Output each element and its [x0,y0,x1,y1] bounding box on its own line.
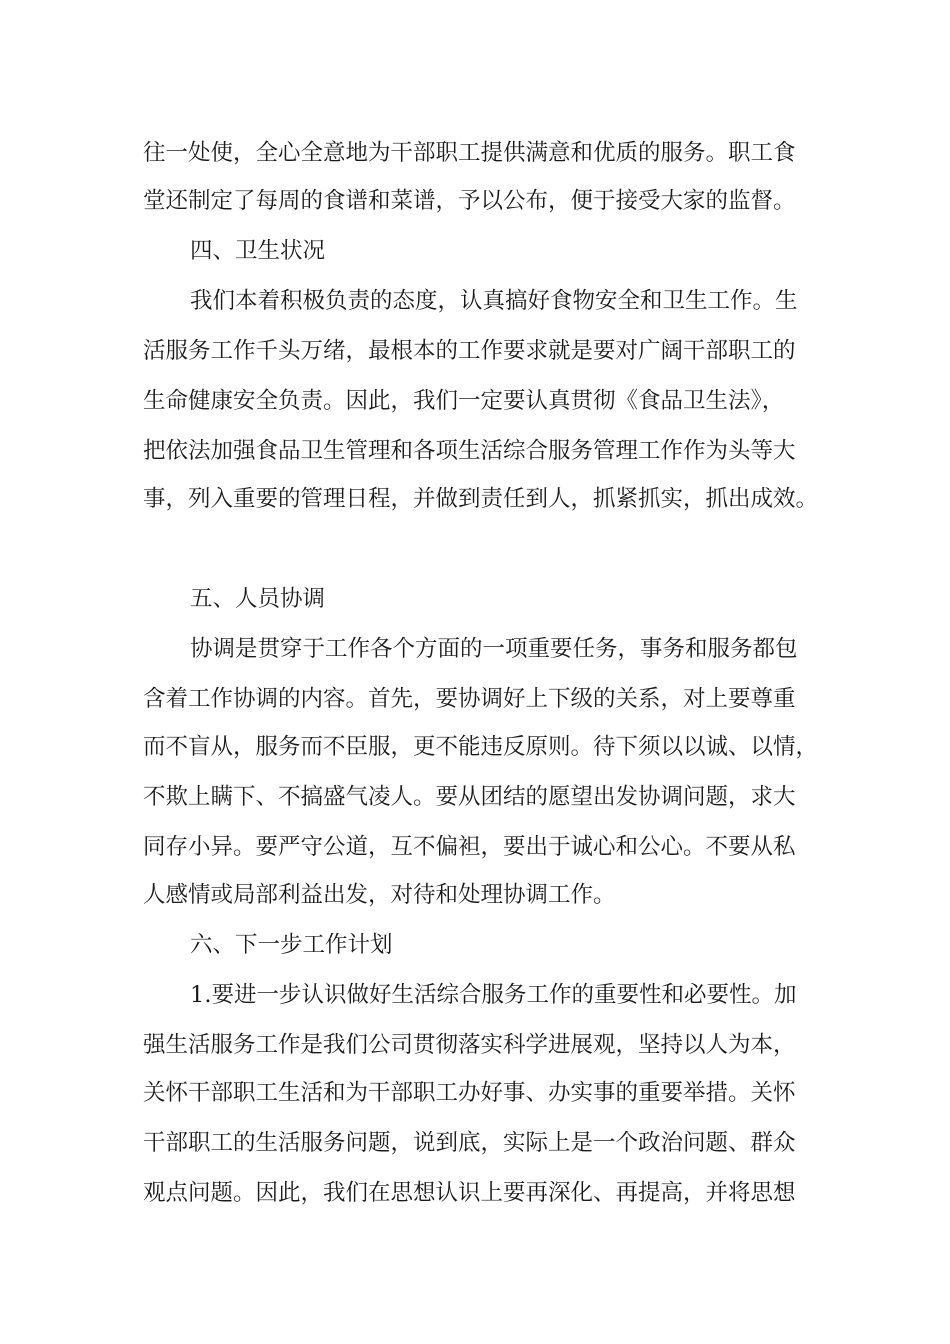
paragraph-line: 不欺上瞒下、不搞盛气凌人。要从团结的愿望出发协调问题，求大 [143,784,796,810]
paragraph-line: 我们本着积极负责的态度，认真搞好食物安全和卫生工作。生 [190,288,798,314]
paragraph-line: 事，列入重要的管理日程，并做到责任到人，抓紧抓实，抓出成效。 [143,486,819,512]
paragraph-line: 观点问题。因此，我们在思想认识上要再深化、再提高，并将思想 [143,1180,796,1206]
paragraph-line: 堂还制定了每周的食谱和菜谱，予以公布，便于接受大家的监督。 [143,188,796,214]
paragraph-line: 同存小异。要严守公道，互不偏袒，要出于诚心和公心。不要从私 [143,834,796,860]
paragraph-line: 关怀干部职工生活和为干部职工办好事、办实事的重要举措。关怀 [143,1080,796,1106]
paragraph-line: 1.要进一步认识做好生活综合服务工作的重要性和必要性。加 [190,982,797,1008]
paragraph-line: 干部职工的生活服务问题，说到底，实际上是一个政治问题、群众 [143,1130,796,1156]
paragraph-line: 把依法加强食品卫生管理和各项生活综合服务管理工作作为头等大 [143,438,796,464]
paragraph-line: 强生活服务工作是我们公司贯彻落实科学进展观，坚持以人为本， [143,1032,796,1058]
paragraph-line: 含着工作协调的内容。首先，要协调好上下级的关系，对上要尊重 [143,686,796,712]
paragraph-line: 协调是贯穿于工作各个方面的一项重要任务，事务和服务都包 [190,636,798,662]
paragraph-line: 而不盲从，服务而不臣服，更不能违反原则。待下须以以诚、以情， [143,734,819,760]
paragraph-line: 生命健康安全负责。因此，我们一定要认真贯彻《食品卫生法》， [143,388,785,414]
section-heading-next-plan: 六、下一步工作计划 [190,932,393,958]
section-heading-hygiene: 四、卫生状况 [190,238,326,264]
section-heading-coordination: 五、人员协调 [190,586,326,612]
paragraph-line: 活服务工作千头万绪，最根本的工作要求就是要对广阔干部职工的 [143,338,796,364]
paragraph-line: 人感情或局部利益出发，对待和处理协调工作。 [143,882,616,908]
paragraph-line: 往一处使，全心全意地为干部职工提供满意和优质的服务。职工食 [143,140,796,166]
